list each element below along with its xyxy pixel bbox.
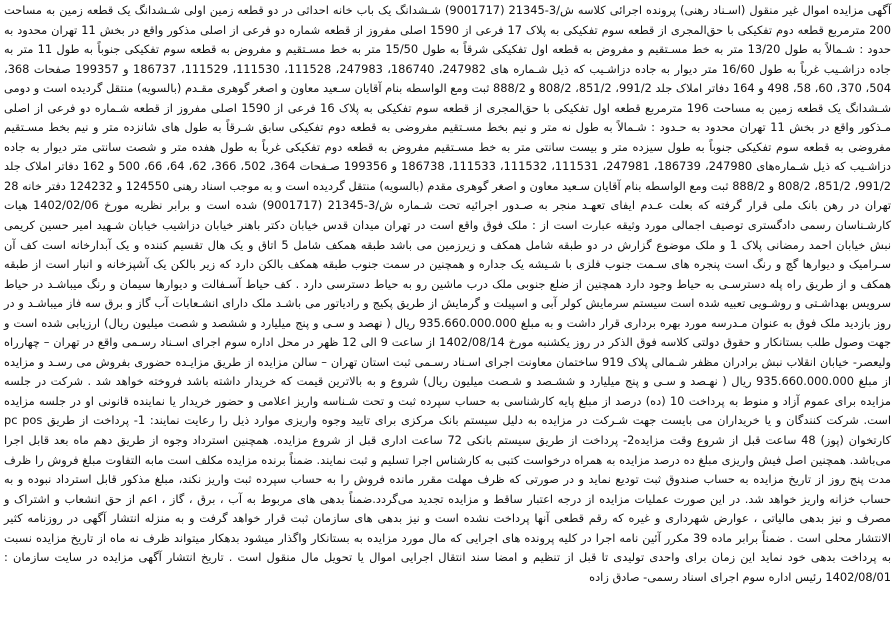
auction-notice-text: آگهی مزایده اموال غیر منقول (اسـناد رهنی) پرونده اجرائی کلاسه ش/3-21345 (9001717) شـشدانگ یک باب خانه احداثی در دو قطعه زمین اولی شـشدانگ یک قطعه زمین به مساحت 200 مترمربع قطعه دوم تفکیکی با حق‌المجری از قطعه سوم تفکیکی به پلاک 17 فرعی از 1590 اصلی مفروز از قطعه شماره دو فرعی از اصلی مذکور واقع در بخش 11 تهران محدود به حدود : شـمالاً به طول 13/20 متر به خط مسـتقیم و مفروض به قطعه اول تفکیکی شرقاً به طول 15/50 متر به خط مسـتقیم و مفروض به قطعه سوم تفکیکی جنوباً به طول 11 متر به جاده دزاشـیب غرباً به طول 16/60 متر دیوار به جاده دزاشـیب که ذیل شـماره های 247982، 186740، 247983، 111528، 111530، 111529، 186737 و 199357 صفحات 368، 504، 370، 60، 58، 498 و 164 دفاتر املاک جلد 991/2، 851/2، 808/2 و 888/2 ثبت ومع الواسطه بنام آقایان سـعید معاون و اصغر گوهری مقـدم (بالسویه) منتقل گردیده است و دومی شـشدانگ یک قطعه زمین به مساحت 196 مترمربع قطعه اول تفکیکی با حق‌المجری از قطعه سوم تفکیکی به پلاک 16 فرعی از 1590 اصلی مفروز از قطعه شـماره دو فرعی از اصلی مـذکور واقع در بخش 11 تهران محدود به حـدود : شـمالاً به طول نه متر و نیم بخط مسـتقیم مفروضی به قطعه دوم تفکیکی سابق شـرقاً به طول های شانزده متر و نیم بخط مسـتقیم مفروضی به قطعه سوم تفکیکی جنوباً به طول سیزده متر و بیست سانتی متر به خط مسـتقیم مفروض به قطعه دوم تفکیکی غرباً به طول هفده متر و شصت سانتی متر دیوار به جاده دزاشـیب که ذیل شـماره‌های 247980، 186739، 247981، 111531، 111532، 111533، 186738 و 199356 صـفحات 364، 502، 366، 62، 64، 66، 500 و 162 دفاتر املاک جلد 991/2، 851/2، 808/2 و 888/2 ثبت ومع الواسطه بنام آقایان سـعید معاون و اصغر گوهری مقدم (بالسویه) منتقل گردیده است و به موجب اسناد رهنی 124550 و 124232 دفتر خانه 28 تهران در رهن بانک ملی قرار گرفته که بعلت عـدم ایفای تعهـد منجر به صـدور اجرائیه تحت شـماره ش/3-21345 (9001717) شده است و برابر نظریه مورخ 1402/02/06 هیات کارشـناسان رسمی دادگستری توصیف اجمالی مورد وثیقه عبارت است از : ملک فوق واقع است در تهران میدان قدس خیابان دکتر باهنر خیابان دزاشیب خیابان شـهید امیر حسین کریمی نبش خیابان احمد رمضانی پلاک 1 و ملک موضوع گزارش در دو طبقه شامل همکف و زیرزمین می باشد طبقه همکف شامل 5 اتاق و یک هال تقسیم کننده و یک آبدارخانه است کف آن سـرامیک و دیوارها گچ و رنگ است پنجره های سـمت جنوب فلزی با شـیشه یک جداره و همچنین در سمت جنوب طبقه همکف بالکن دارد که زیر بالکن یک آشپزخانه و انبار است از طبقه همکف و از طریق راه پله دسترسـی به حیاط وجود دارد همچنین از ضلع جنوبی ملک درب ماشین رو به حیاط دسترسی دارد . کف حیاط آسـفالت و دیوارها سیمان و رنگ میباشـد در حیاط سرویس بهداشـتی و روشـویی تعبیه شده است سیستم سرمایش کولر آبی و اسپیلت و گرمایش از طریق پکیج و رادیاتور می باشـد ملک دارای انشـعابات آب گاز و برق سه فاز میباشـد و در روز بازدید ملک فوق به عنوان مـدرسه مورد بهره برداری قرار داشت و به مبلغ 935.660.000.000 ریال ( نهصد و سـی و پنج میلیارد و ششصد و شصت میلیون ریال) ارزیابی شده است و جهت وصول طلب بستانکار و حقوق دولتی کلاسه فوق الذکر در روز یکشنبه مورخ 1402/08/14 از ساعت 9 الی 12 ظهر در محل اداره سوم اجرای اسـناد رسـمی واقع در تهران – چهارراه ولیعصر- خیابان انقلاب نبش برادران مظفر شـمالی پلاک 919 ساختمان معاونت اجرای اسـناد رسـمی ثبت استان تهران – سالن مزایده از طریق مزایـده حضوری بفروش می رسـد و مزایده از مبلغ 935.660.000.000 ریال ( نهـصد و سـی و پنج میلیارد و ششـصد و شـصت میلیون ریال) شروع و به بالاترین قیمت که خریدار داشته باشد فروخته خواهد شد . شرکت در جلسه مزایده برای عموم آزاد و منوط به پرداخت 10 (ده) درصد از مبلغ پایه کارشناسی به حساب سپرده ثبت و تحت شـناسه واریز اعلامی و حضور خریدار یا نماینده قانونی او در جلسه مزایده است. شرکت کنندگان و یا خریداران می بایست جهت شـرکت در مزایده به دلیل سیستم بانک مرکزی برای تایید وجوه واریزی موارد ذیل را رعایت نمایند: 1- پرداخت از طریق pc pos کارتخوان (پوز) 48 ساعت قبل از شروع وقت مزایده2- پرداخت از طریق سیستم بانکی 72 ساعت اداری قبل از شروع مزایده. همچنین استرداد وجوه از طریق دهم ماه بعد قابل اجرا می‌باشد. همچنین اصل فیش واریزی مبلغ ده درصد مزایده به همراه درخواست کتبی به کارشناس اجرا تسلیم و ثبت نمایند. ضمناً برنده مزایده مکلف است مابه التفاوت مبلغ فروش را ظرف مدت پنج روز از تاریخ مزایده به حساب صندوق ثبت تودیع نماید و در صورتی که ظرف مهلت مقرر مانده فروش را به حساب سپرده ثبت واریز نکند، مبلغ مذکور قابل استرداد نبوده و به حساب خزانه واریز خواهد شد. در این صورت عملیات مزایده از درجه اعتبار ساقط و مزایده تجدید می‌گردد.ضمناً بدهی های مربوط به آب ، برق ، گاز ، اعم از حق انشعاب و اشتراک و مصرف و نیز بدهی مالیاتی ، عوارض شهرداری و غیره که رقم قطعی آنها پرداخت نشده است و نیز بدهی های سازمان ثبت قرار خواهد گرفت و به منزله انتشار آگهی در روزنامه کثیر الانتشار محلی است . ضمناً برابر ماده 39 مکرر آئین نامه اجرا در کلیه پرونده های اجرایی که مال مورد مزایده به بستانکار واگذار میشود بدهکار میتواند ظرف نه ماه از تاریخ مزایده نسبت به پرداخت بدهی خود نماید این زمان برای واحدی تولیدی تا قبل از تنظیم و امضا سند انتقال اجرایی اموال یا تحویل مال منقول است . تاریخ انتشار آگهی مزایده در سایت سازمان : 1402/08/01 رئیس اداره سوم اجرای اسناد رسمی- صادق زاده [4, 3, 892, 584]
